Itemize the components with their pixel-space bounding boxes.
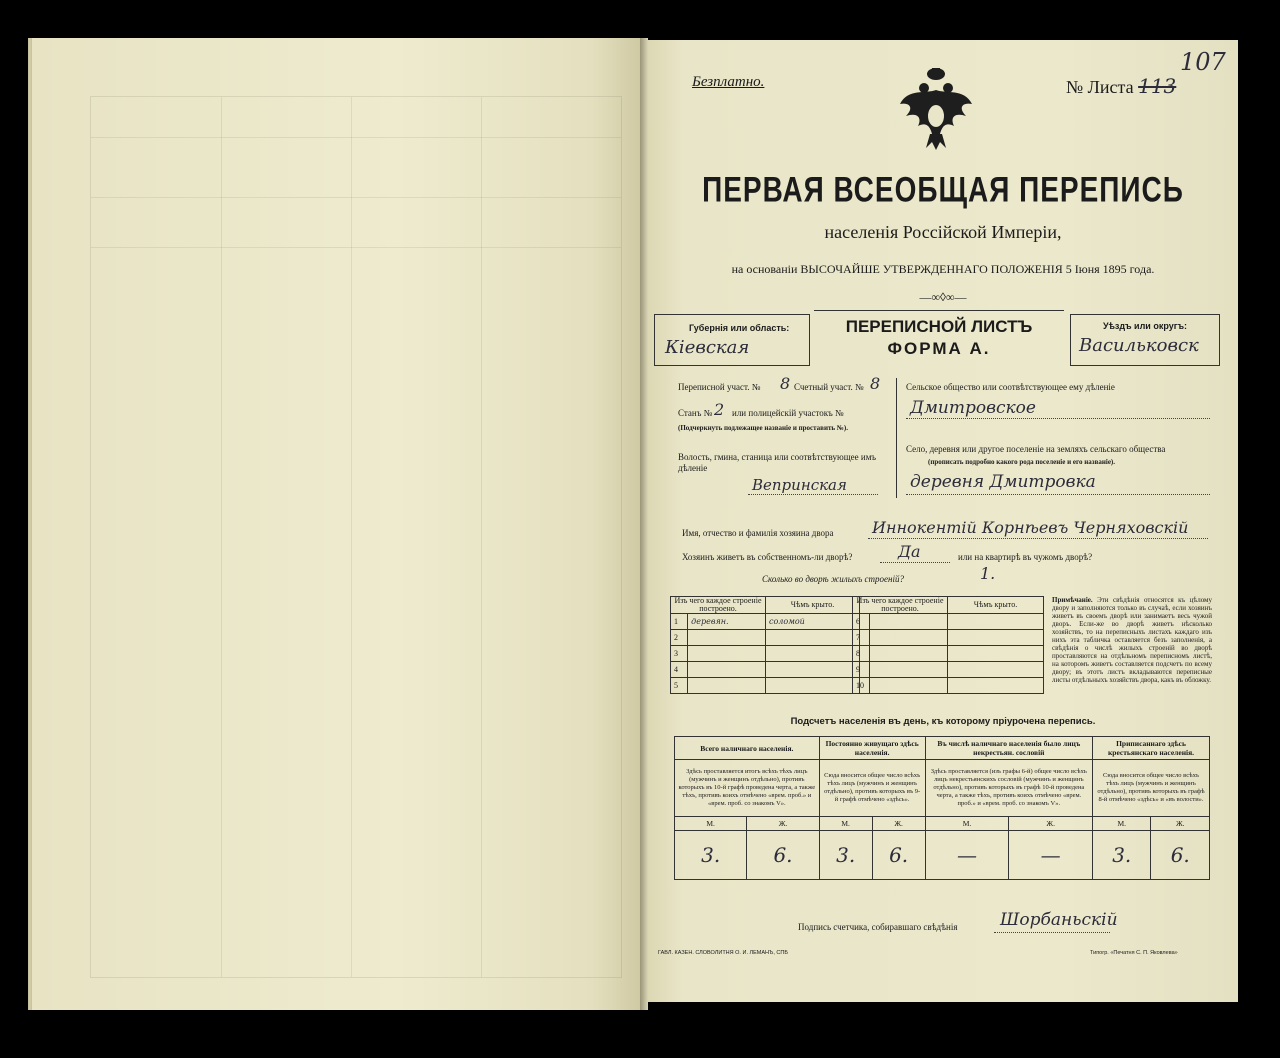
houses-col-material-2: Изъ чего каждое строеніе построено. — [853, 597, 948, 614]
book-gutter — [640, 38, 648, 1010]
schetny-uchast-label: Счетный участ. № — [794, 382, 864, 392]
house-material — [870, 630, 948, 646]
own-yard-label: Хозяинъ живетъ въ собственномъ-ли дворѣ? — [682, 552, 853, 562]
village-label: Село, деревня или другое поселеніе на земляхъ сельскаго общества — [906, 444, 1166, 454]
bleed-through-table — [90, 96, 622, 978]
buildings-label: Сколько во дворѣ жилыхъ строеній? — [762, 574, 904, 584]
printer-right: Типогр. «Печатня С. П. Яковлева» — [1090, 950, 1178, 956]
house-number: 6 — [853, 614, 870, 630]
houses-col-roof: Чѣмъ крыто. — [766, 597, 860, 614]
left-page — [28, 38, 640, 1010]
pop-sex-row — [675, 817, 1210, 831]
house-material — [870, 662, 948, 678]
house-number: 7 — [853, 630, 870, 646]
uezd-label: Уѣздъ или округъ: — [1103, 321, 1188, 331]
census-title: ПЕРВАЯ ВСЕОБЩАЯ ПЕРЕПИСЬ — [702, 170, 1184, 209]
owner-name-line — [868, 538, 1208, 539]
society-label: Сельское общество или соотвѣтствующее ему дѣленіе — [906, 382, 1115, 392]
houses-table-left — [670, 596, 860, 694]
house-number: 5 — [671, 678, 688, 694]
title-ornament: —∞◊∞— — [919, 290, 967, 304]
stan-label: Станъ № — [678, 408, 713, 418]
volost-label: Волость, гмина, станица или соотвѣтствующее имъ дѣленіе — [678, 452, 877, 473]
pop-title-row — [675, 737, 1210, 760]
house-roof — [948, 678, 1044, 694]
pop-f-value: — — [1009, 831, 1093, 880]
house-material — [688, 662, 766, 678]
house-roof — [948, 630, 1044, 646]
houses-row — [853, 662, 1044, 678]
underline-note: (Подчеркнуть подлежащее названіе и проставить №). — [678, 424, 848, 432]
house-material — [870, 678, 948, 694]
pop-group-desc: Сюда вносится общее число всѣхъ тѣхъ лицъ (мужчинъ и женщинъ отдѣльно), противъ которыхъ въ графѣ 8-й отмѣчено «здѣсь» и «въ волости». — [1093, 760, 1210, 817]
house-roof — [948, 614, 1044, 630]
uezd-value: Васильковск — [1079, 335, 1199, 356]
census-subtitle: населенія Россійской Имперіи, — [824, 222, 1062, 242]
perepis-uchast-label: Переписной участ. № — [678, 382, 761, 392]
house-material — [870, 646, 948, 662]
sheet-number-struck: 113 — [1138, 74, 1177, 98]
house-material — [688, 646, 766, 662]
pop-f-label: Ж. — [747, 817, 819, 831]
pop-m-label: М. — [1093, 817, 1151, 831]
apartment-label: или на квартирѣ въ чужомъ дворѣ? — [958, 552, 1093, 562]
own-yard-value: Да — [898, 542, 921, 561]
volost-line — [748, 494, 878, 495]
census-basis: на основаніи ВЫСОЧАЙШЕ УТВЕРЖДЕННАГО ПОЛОЖЕНІЯ 5 Іюня 1895 года. — [731, 262, 1155, 276]
houses-row — [671, 678, 860, 694]
houses-row — [853, 630, 1044, 646]
sheet-number-handwritten: 107 — [1180, 48, 1226, 76]
pop-m-value: 3. — [1093, 831, 1151, 880]
house-number: 2 — [671, 630, 688, 646]
pop-group-desc: Здѣсь проставляется итогъ всѣхъ тѣхъ лицъ (мужчинъ и женщинъ отдѣльно), противъ которыхъ въ 10-й графѣ проведена черта, а также тѣхъ, противъ коихъ отмѣчено «врем. проб.» и «врем. проб. со знакомъ V». — [675, 760, 820, 817]
gubernia-value: Кіевская — [665, 337, 750, 358]
house-material — [688, 678, 766, 694]
houses-note-text: Эти свѣдѣнія относятся къ цѣлому двору и заполняются только въ случаѣ, если хозяинъ живетъ въ своемъ дворѣ или занимаетъ весь чужой дворъ. Если-же во дворѣ живетъ нѣсколько хозяйствъ, то на переписныхъ листахъ каждаго изъ нихъ эта табличка оставляется безъ заполненія, а свѣдѣнія о числѣ жилыхъ строеній во дворѣ проставляются на отдѣльномъ переписномъ листѣ, на которомъ живетъ составляется подсчетъ по всему двору; въ этотъ листъ вкладываются переписные листы отдѣльныхъ хозяйствъ двора, какъ въ обложку. — [1052, 596, 1212, 684]
village-line — [906, 494, 1210, 495]
police-label: или полицейскій участокъ № — [732, 408, 844, 418]
house-material — [870, 614, 948, 630]
sheet-number — [1066, 74, 1176, 98]
perepis-uchast-value: 8 — [780, 374, 791, 393]
house-number: 3 — [671, 646, 688, 662]
house-roof — [948, 662, 1044, 678]
pop-group-desc: Здѣсь проставляется (изъ графы 6-й) общее число всѣхъ лицъ некрестьянскихъ сословій (мужчинъ и женщинъ отдѣльно), противъ которыхъ въ графѣ 10-й проведена черта, а также тѣхъ, противъ коихъ отмѣчено «врем. проб.» и «врем. проб. со знакомъ V». — [925, 760, 1092, 817]
pop-group-title: Постоянно живущаго здѣсь населенія. — [819, 737, 925, 760]
house-number: 10 — [853, 678, 870, 694]
houses-row — [853, 678, 1044, 694]
gubernia-label: Губернія или область: — [689, 323, 790, 333]
signature-value: Шорбаньскій — [1000, 910, 1118, 930]
society-value: Дмитровское — [910, 398, 1036, 418]
houses-row — [853, 646, 1044, 662]
owner-name-label: Имя, отчество и фамилія хозяина двора — [682, 528, 834, 538]
house-number: 4 — [671, 662, 688, 678]
pop-m-value: 3. — [819, 831, 872, 880]
village-note: (прописать подробно какого рода поселеніе и его названіе). — [928, 458, 1116, 466]
printer-left: ГАВЛ. КАЗЕН. СЛОВОЛИТНЯ О. И. ЛЕМАНЪ, СПБ — [658, 950, 788, 956]
house-number: 9 — [853, 662, 870, 678]
house-number: 1 — [671, 614, 688, 630]
population-table — [674, 736, 1210, 880]
house-material: деревян. — [688, 614, 766, 630]
houses-col-material: Изъ чего каждое строеніе построено. — [671, 597, 766, 614]
house-roof — [766, 678, 860, 694]
house-roof — [766, 646, 860, 662]
village-value: деревня Дмитровка — [910, 472, 1096, 492]
houses-row — [671, 646, 860, 662]
houses-row — [671, 630, 860, 646]
schetny-uchast-value: 8 — [870, 374, 881, 393]
pop-group-desc: Сюда вносится общее число всѣхъ тѣхъ лицъ (мужчинъ и женщинъ отдѣльно), противъ которыхъ въ 9-й графѣ отмѣчено «здѣсь». — [819, 760, 925, 817]
houses-row — [671, 614, 860, 630]
house-roof — [766, 662, 860, 678]
buildings-value: 1. — [980, 564, 996, 583]
pop-value-row — [675, 831, 1210, 880]
own-yard-line — [880, 562, 950, 563]
pop-f-label: Ж. — [1151, 817, 1210, 831]
pop-group-title: Въ числѣ наличнаго населенія было лицъ некрестьян. сословій — [925, 737, 1092, 760]
uezd-box — [1070, 314, 1220, 366]
stan-value: 2 — [714, 400, 725, 419]
house-roof — [948, 646, 1044, 662]
pop-f-label: Ж. — [1009, 817, 1093, 831]
pop-group-title: Приписаннаго здѣсь крестьянскаго населенія. — [1093, 737, 1210, 760]
population-caption: Подсчетъ населенія въ день, къ которому пріурочена перепись. — [790, 716, 1096, 727]
pop-f-value: 6. — [872, 831, 925, 880]
house-roof: соломой — [766, 614, 860, 630]
signature-label: Подпись счетчика, собиравшаго свѣдѣнія — [798, 922, 958, 932]
free-label: Безплатно. — [692, 74, 765, 90]
signature-line — [994, 932, 1110, 933]
pop-m-label: М. — [819, 817, 872, 831]
sheet-number-label: № Листа — [1066, 77, 1134, 97]
pop-desc-row — [675, 760, 1210, 817]
houses-col-roof-2: Чѣмъ крыто. — [948, 597, 1044, 614]
pop-group-title: Всего наличнаго населенія. — [675, 737, 820, 760]
house-material — [688, 630, 766, 646]
society-line — [906, 418, 1210, 419]
pop-f-value: 6. — [747, 831, 819, 880]
pop-m-value: — — [925, 831, 1009, 880]
pop-m-label: М. — [675, 817, 747, 831]
double-headed-eagle-emblem — [896, 64, 976, 154]
houses-note — [1052, 596, 1212, 684]
field-divider — [896, 378, 897, 498]
gubernia-box — [654, 314, 810, 366]
census-form-page — [648, 40, 1238, 1002]
form-type-box — [814, 310, 1064, 365]
house-number: 8 — [853, 646, 870, 662]
form-title: ПЕРЕПИСНОЙ ЛИСТЪ — [845, 317, 1033, 336]
houses-note-title: Примѣчаніе. — [1052, 596, 1093, 604]
pop-m-value: 3. — [675, 831, 747, 880]
form-letter: ФОРМА А. — [887, 339, 991, 358]
volost-value: Вепринская — [752, 476, 847, 494]
pop-m-label: М. — [925, 817, 1009, 831]
houses-row — [853, 614, 1044, 630]
pop-f-value: 6. — [1151, 831, 1210, 880]
owner-name-value: Иннокентій Корнѣевъ Черняховскій — [872, 518, 1189, 537]
pop-f-label: Ж. — [872, 817, 925, 831]
houses-row — [671, 662, 860, 678]
houses-table-right — [852, 596, 1044, 694]
house-roof — [766, 630, 860, 646]
